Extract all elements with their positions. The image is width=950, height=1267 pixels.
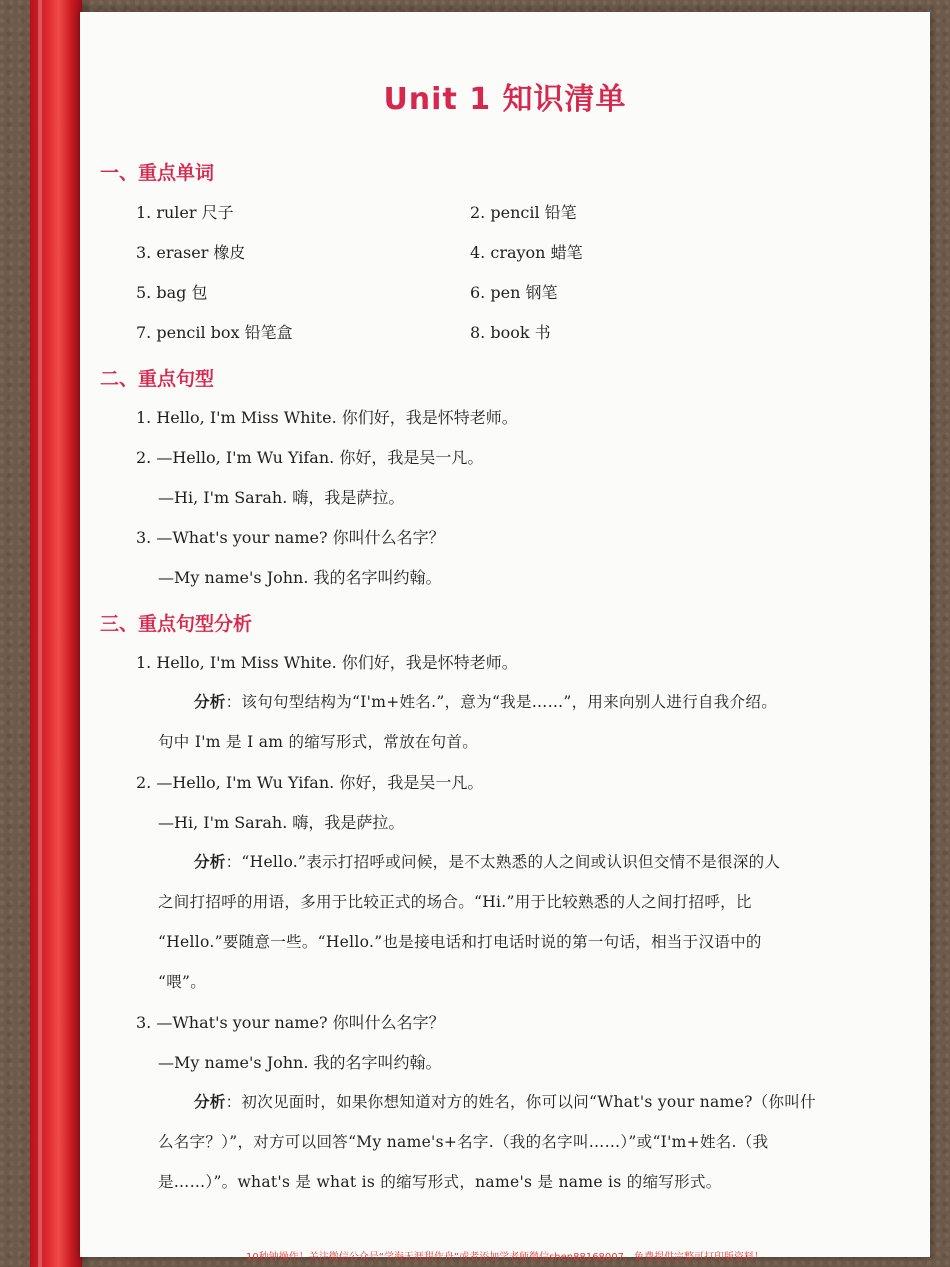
footer-notice: 10秒钟操作！关注微信公众号“学海无涯甜作舟”或者添加学老师微信shen88168007，免费提供完整可打印版资料！	[245, 1252, 765, 1263]
word-item: 6. pen 钢笔	[470, 283, 558, 302]
document-page	[80, 12, 930, 1263]
analysis-note-text: ：“Hello.”表示打招呼或问候，是不太熟悉的人之间或认识但交情不是很深的人	[225, 853, 781, 871]
book-binding-spine	[30, 0, 82, 1267]
analysis-note-line: 之间打招呼的用语，多用于比较正式的场合。“Hi.”用于比较熟悉的人之间打招呼，比	[158, 893, 752, 911]
sentence-line: 1. Hello, I'm Miss White. 你们好，我是怀特老师。	[136, 408, 518, 427]
analysis-label: 分析	[194, 852, 226, 871]
analysis-note-line: 么名字？）”，对方可以回答“My name's+名字.（我的名字叫……）”或“I'm+姓名.（我	[158, 1133, 769, 1151]
sentence-line: —Hi, I'm Sarah. 嗨，我是萨拉。	[158, 488, 405, 507]
analysis-note-text: ：该句句型结构为“I'm+姓名.”，意为“我是……”，用来向别人进行自我介绍。	[225, 693, 778, 711]
analysis-label: 分析	[194, 692, 226, 711]
analysis-note-line	[194, 690, 777, 712]
word-item: 7. pencil box 铅笔盒	[136, 323, 293, 342]
analysis-note-text: ：初次见面时，如果你想知道对方的姓名，你可以问“What's your name?（你叫什	[225, 1093, 816, 1111]
word-item: 3. eraser 橡皮	[136, 243, 246, 262]
analysis-sentence: —My name's John. 我的名字叫约翰。	[158, 1053, 442, 1072]
analysis-sentence: 1. Hello, I'm Miss White. 你们好，我是怀特老师。	[136, 653, 518, 672]
word-item: 1. ruler 尺子	[136, 203, 234, 222]
analysis-sentence: 3. —What's your name? 你叫什么名字？	[136, 1013, 445, 1032]
analysis-note-line: 句中 I'm 是 I am 的缩写形式，常放在句首。	[158, 733, 479, 751]
page-title: Unit 1 知识清单	[383, 82, 627, 117]
section-heading-sentences: 二、重点句型	[100, 368, 215, 390]
word-item: 2. pencil 铅笔	[470, 203, 577, 222]
sentence-line: 3. —What's your name? 你叫什么名字？	[136, 528, 445, 547]
sentence-line: —My name's John. 我的名字叫约翰。	[158, 568, 442, 587]
word-item: 5. bag 包	[136, 283, 208, 302]
analysis-note-line	[194, 850, 780, 872]
analysis-label: 分析	[194, 1092, 226, 1111]
section-heading-analysis: 三、重点句型分析	[100, 613, 253, 635]
analysis-note-line: “喂”。	[158, 973, 207, 991]
analysis-note-line: 是……）”。what's 是 what is 的缩写形式，name's 是 name is 的缩写形式。	[158, 1173, 722, 1191]
analysis-note-line	[194, 1090, 816, 1112]
section-heading-words: 一、重点单词	[100, 162, 215, 184]
word-item: 8. book 书	[470, 323, 551, 342]
analysis-sentence: 2. —Hello, I'm Wu Yifan. 你好，我是吴一凡。	[136, 773, 484, 792]
sentence-line: 2. —Hello, I'm Wu Yifan. 你好，我是吴一凡。	[136, 448, 484, 467]
analysis-note-line: “Hello.”要随意一些。“Hello.”也是接电话和打电话时说的第一句话，相当于汉语中的	[158, 933, 762, 951]
analysis-sentence: —Hi, I'm Sarah. 嗨，我是萨拉。	[158, 813, 405, 832]
word-item: 4. crayon 蜡笔	[470, 243, 583, 262]
